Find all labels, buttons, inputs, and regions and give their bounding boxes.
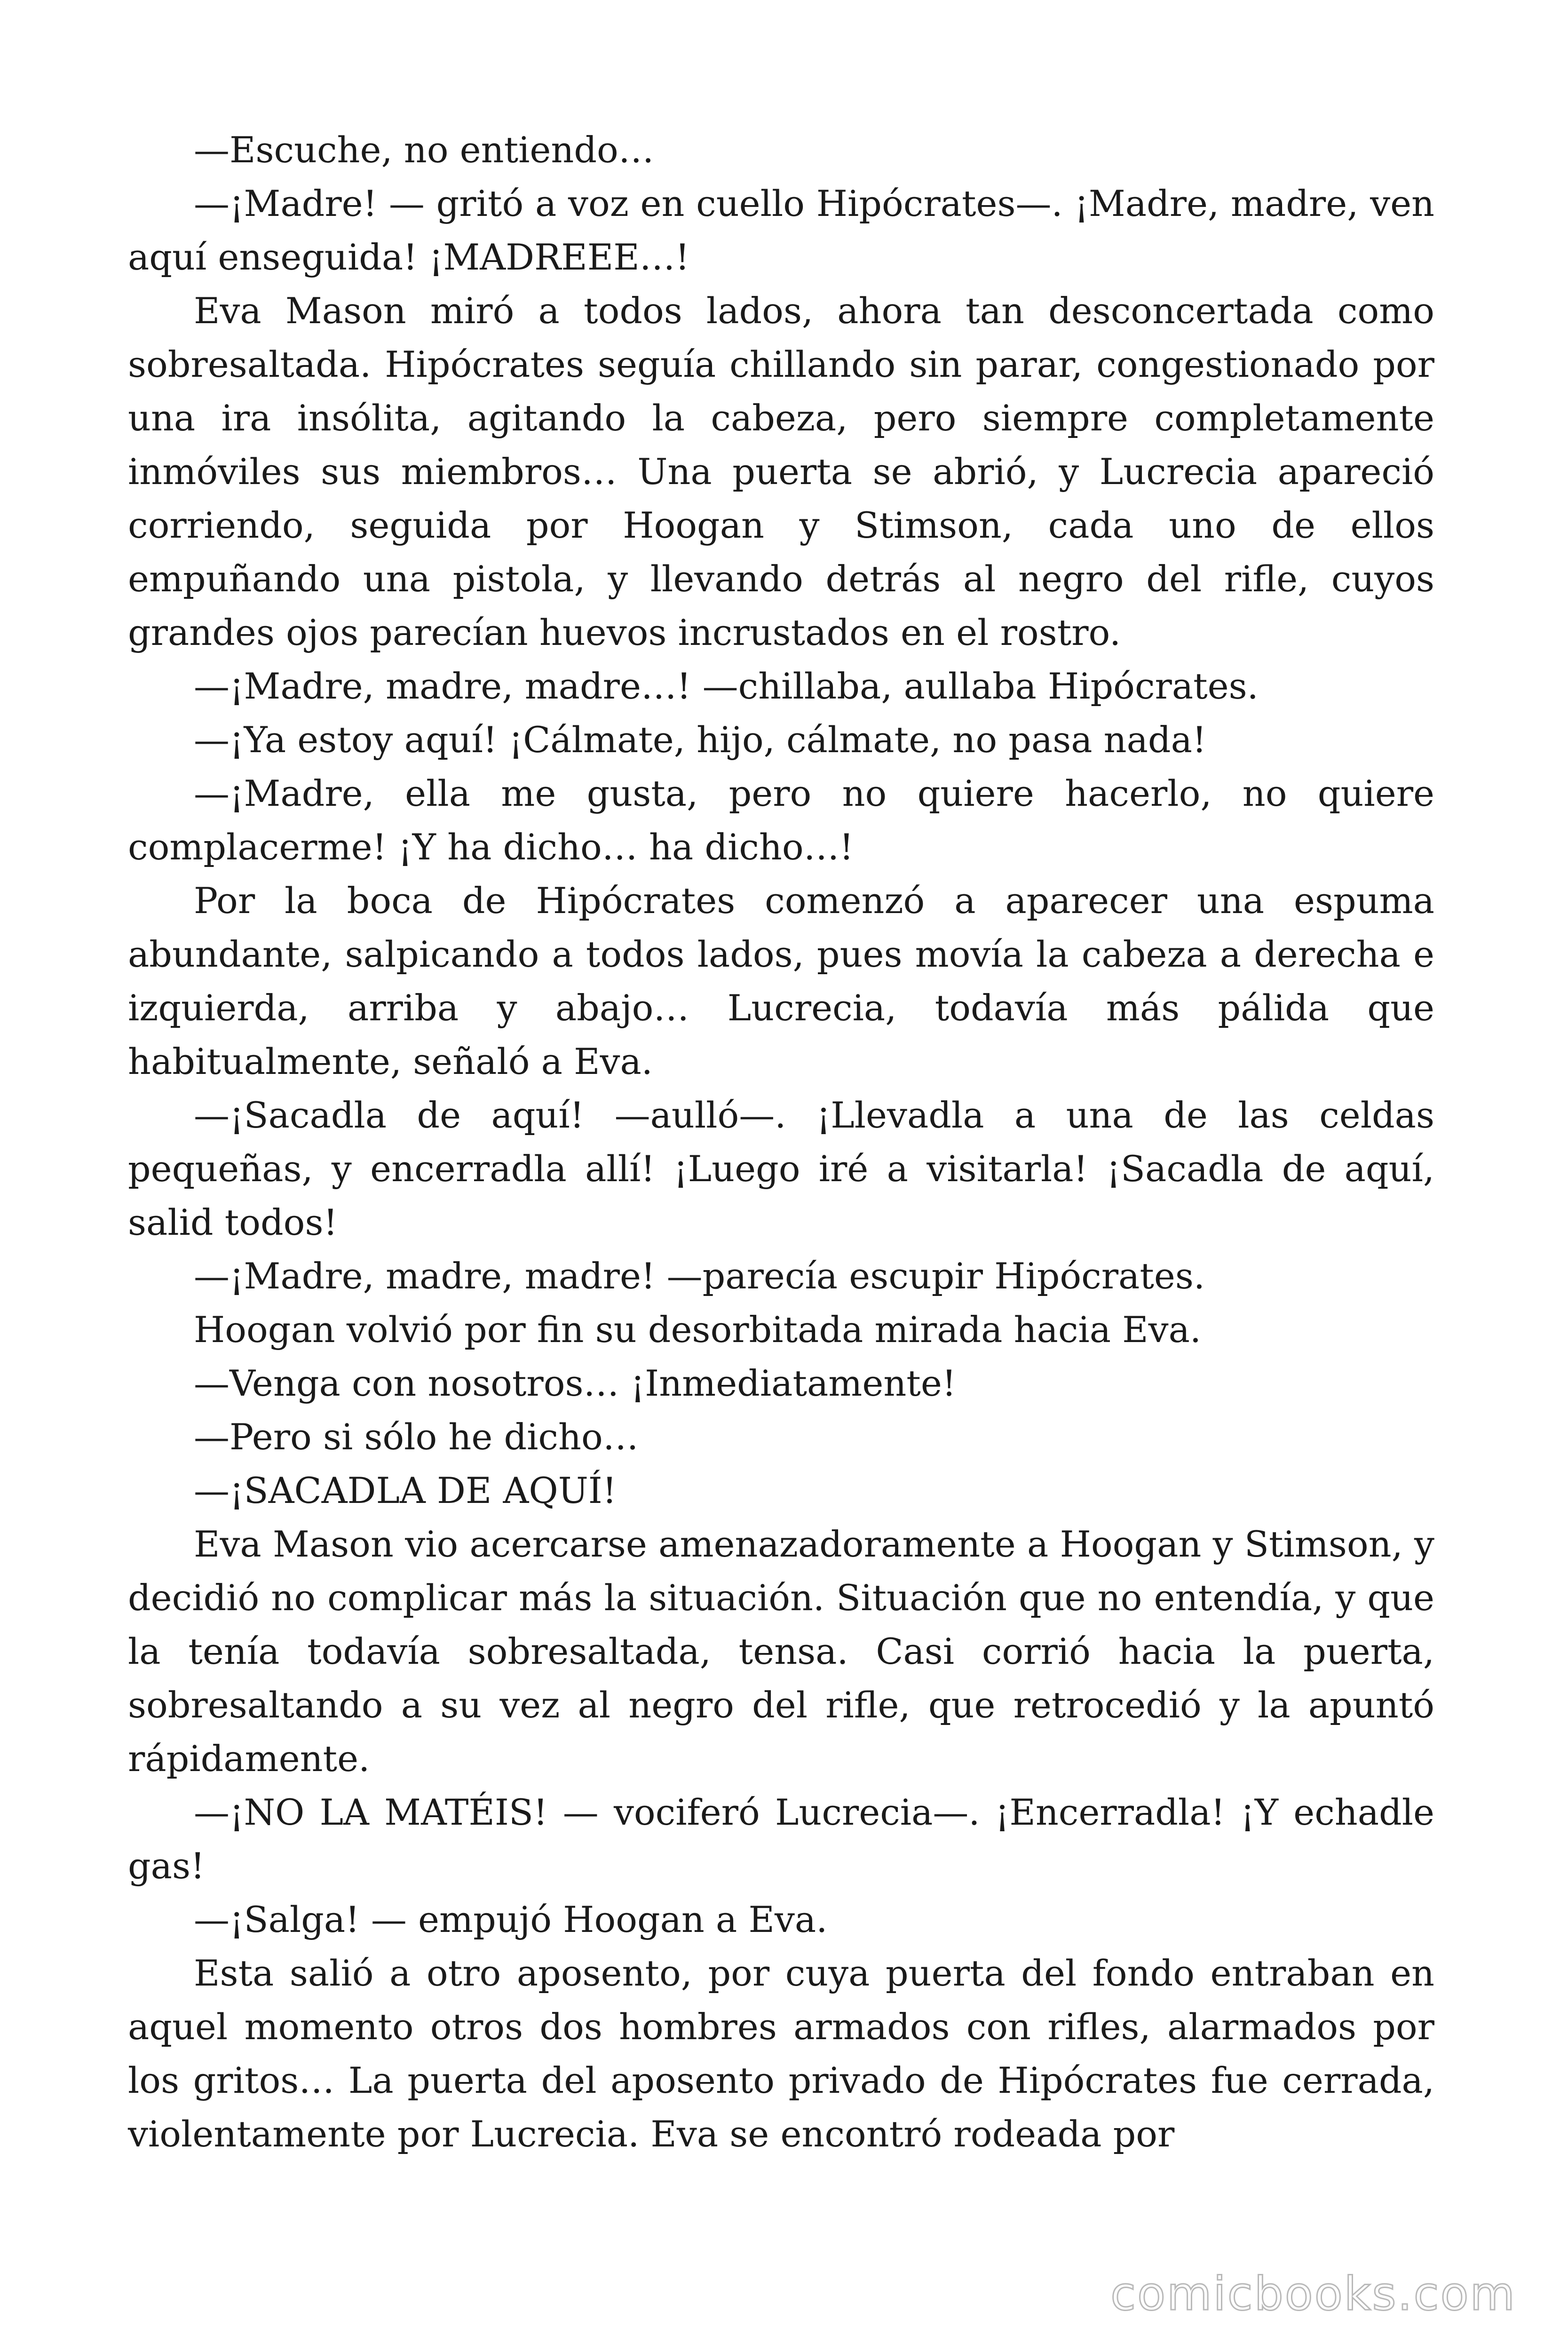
paragraph: —¡Madre, madre, madre…! —chillaba, aullaba Hipócrates. bbox=[194, 665, 1259, 707]
paragraph: —¡Madre, ella me gusta, pero no quiere hacerlo, no quiere complacerme! ¡Y ha dicho… ha dicho…! bbox=[128, 772, 1434, 868]
paragraph: Hoogan volvió por fin su desorbitada mirada hacia Eva. bbox=[194, 1309, 1202, 1351]
paragraph: Eva Mason vio acercarse amenazadoramente a Hoogan y Stimson, y decidió no complicar más la situación. Situación que no entendía, y que la tenía todavía sobresaltada, tensa. Casi corrió hacia la puerta, sobresaltando a su vez al negro del rifle, que retrocedió y la apuntó rápidamente. bbox=[128, 1523, 1434, 1780]
paragraph: —¡Ya estoy aquí! ¡Cálmate, hijo, cálmate, no pasa nada! bbox=[194, 719, 1207, 761]
paragraph: —¡Salga! — empujó Hoogan a Eva. bbox=[194, 1899, 828, 1940]
watermark: comicbooks.com bbox=[1110, 2267, 1516, 2321]
paragraph: —¡SACADLA DE AQUÍ! bbox=[194, 1470, 617, 1511]
paragraph: —¡Sacadla de aquí! —aulló—. ¡Llevadla a una de las celdas pequeñas, y encerradla allí! ¡Luego iré a visitarla! ¡Sacadla de aquí, salid todos! bbox=[128, 1094, 1434, 1243]
paragraph: —Venga con nosotros… ¡Inmediatamente! bbox=[194, 1362, 957, 1404]
paragraph: —¡Madre, madre, madre! —parecía escupir Hipócrates. bbox=[194, 1255, 1205, 1297]
paragraph: —¡NO LA MATÉIS! — vociferó Lucrecia—. ¡Encerradla! ¡Y echadle gas! bbox=[128, 1791, 1434, 1887]
paragraph: —Pero si sólo he dicho… bbox=[194, 1416, 639, 1458]
paragraph: Esta salió a otro aposento, por cuya puerta del fondo entraban en aquel momento otros dos hombres armados con rifles, alarmados por los gritos… La puerta del aposento privado de Hipócrates fue cerrada, violentamente por Lucrecia. Eva se encontró rodeada por bbox=[128, 1952, 1434, 2155]
paragraph: Por la boca de Hipócrates comenzó a aparecer una espuma abundante, salpicando a todos lados, pues movía la cabeza a derecha e izquierda, arriba y abajo… Lucrecia, todavía más pálida que habitualmente, señaló a Eva. bbox=[128, 880, 1434, 1082]
paragraph: Eva Mason miró a todos lados, ahora tan desconcertada como sobresaltada. Hipócrates seguía chillando sin parar, congestionado por una ira insólita, agitando la cabeza, pero siempre completamente inmóviles sus miembros… Una puerta se abrió, y Lucrecia apareció corriendo, seguida por Hoogan y Stimson, cada uno de ellos empuñando una pistola, y llevando detrás al negro del rifle, cuyos grandes ojos parecían huevos incrustados en el rostro. bbox=[128, 290, 1434, 653]
paragraph: —Escuche, no entiendo… bbox=[194, 129, 654, 171]
page-text bbox=[128, 123, 1434, 2161]
paragraph: —¡Madre! — gritó a voz en cuello Hipócrates—. ¡Madre, madre, ven aquí enseguida! ¡MADREEE…! bbox=[128, 183, 1434, 278]
